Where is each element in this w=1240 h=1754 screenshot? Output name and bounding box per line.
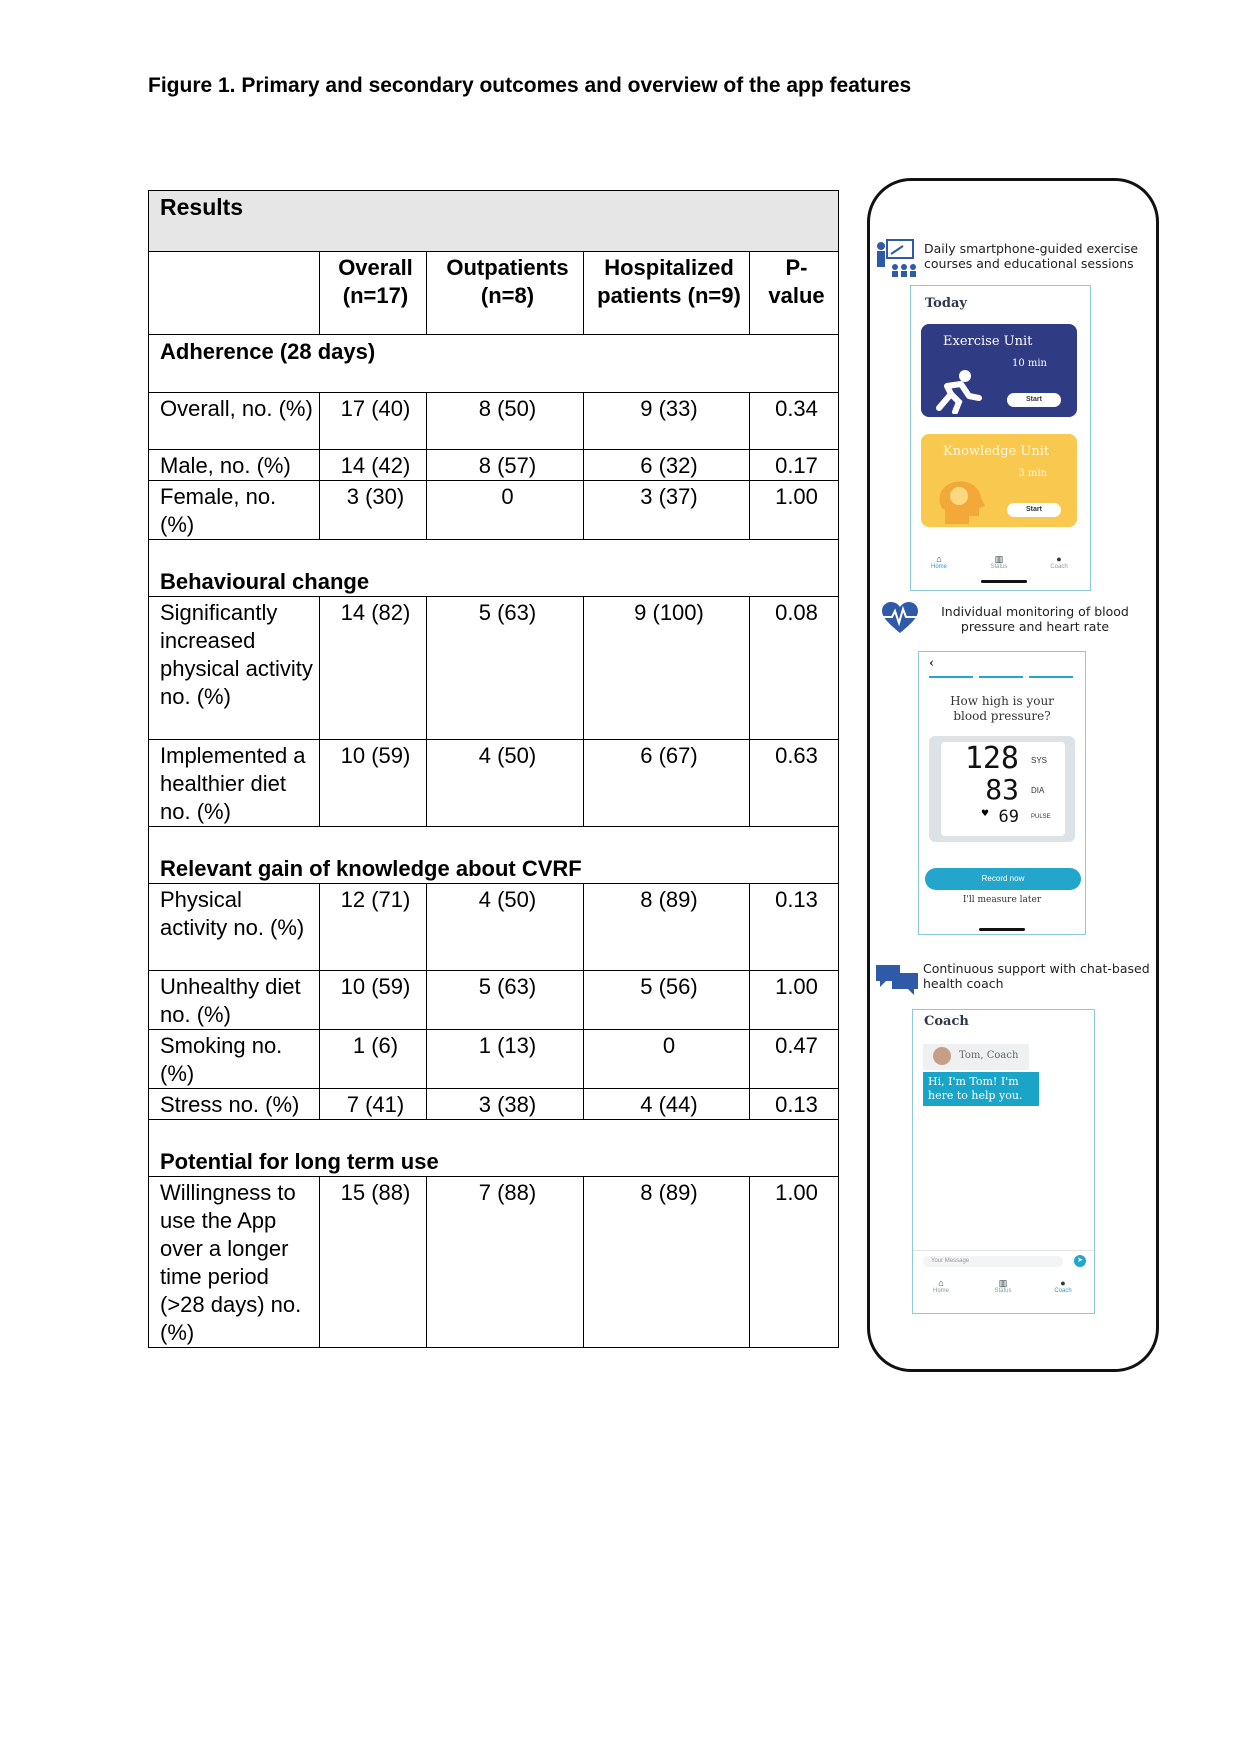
progress-step-2 — [979, 676, 1023, 678]
row-label: Female, no. (%) — [149, 481, 320, 540]
nav-home-label: Home — [930, 564, 947, 570]
overall-value: 15 (88) — [320, 1177, 427, 1348]
coach-title: Coach — [924, 1014, 969, 1029]
status-icon: ▥ — [998, 1278, 1008, 1288]
p-value: 1.00 — [750, 1177, 839, 1348]
feature-coach-text: Continuous support with chat-based health coach — [923, 961, 1150, 991]
row-label: Male, no. (%) — [149, 450, 320, 481]
table-row — [149, 971, 839, 1030]
p-value: 0.08 — [750, 597, 839, 740]
nav-coach-label: Coach — [1054, 1288, 1072, 1294]
feature-monitoring-text: Individual monitoring of blood pressure and heart rate — [941, 604, 1129, 634]
chat-icon: ● — [1060, 1278, 1066, 1288]
p-value: 0.47 — [750, 1030, 839, 1089]
p-value: 0.63 — [750, 740, 839, 827]
knowledge-unit-duration: 3 min — [1018, 468, 1047, 479]
table-row — [149, 1030, 839, 1089]
overall-value: 17 (40) — [320, 393, 427, 450]
nav-coach-1[interactable] — [1039, 554, 1079, 570]
table-row — [149, 393, 839, 450]
overall-value: 14 (42) — [320, 450, 427, 481]
coach-sender-row — [923, 1044, 1029, 1070]
hospitalized-value: 6 (32) — [584, 450, 750, 481]
overall-value: 3 (30) — [320, 481, 427, 540]
outpatients-value: 5 (63) — [427, 971, 584, 1030]
row-label: Overall, no. (%) — [149, 393, 320, 450]
home-indicator — [979, 928, 1025, 931]
home-icon: ⌂ — [938, 1278, 944, 1288]
message-input[interactable] — [913, 1250, 1094, 1271]
bp-monitor-display — [929, 736, 1075, 842]
table-row — [149, 1177, 839, 1348]
colhead-overall: Overall (n=17) — [320, 252, 427, 335]
row-label: Willingness to use the App over a longer time period (>28 days) no. (%) — [149, 1177, 320, 1348]
p-value: 0.17 — [750, 450, 839, 481]
overall-value: 10 (59) — [320, 740, 427, 827]
row-label: Physical activity no. (%) — [149, 884, 320, 971]
row-label: Unhealthy diet no. (%) — [149, 971, 320, 1030]
progress-step-1 — [929, 676, 973, 678]
knowledge-unit-card[interactable] — [921, 434, 1077, 527]
row-label: Significantly increased physical activity no. (%) — [149, 597, 320, 740]
overall-value: 7 (41) — [320, 1089, 427, 1120]
p-value: 1.00 — [750, 481, 839, 540]
colhead-hospitalized: Hospitalized patients (n=9) — [584, 252, 750, 335]
send-icon[interactable]: ➤ — [1074, 1255, 1086, 1267]
hospitalized-value: 9 (33) — [584, 393, 750, 450]
p-value: 1.00 — [750, 971, 839, 1030]
nav-home-3[interactable] — [921, 1278, 961, 1294]
bp-dia-value: 83 — [985, 773, 1019, 806]
exercise-unit-duration: 10 min — [1011, 358, 1047, 369]
colhead-pvalue: P-value — [750, 252, 839, 335]
table-row — [149, 1089, 839, 1120]
app-screen-blood-pressure — [918, 651, 1086, 935]
home-icon: ⌂ — [936, 554, 942, 564]
message-input-field[interactable]: Your Message — [923, 1256, 1063, 1267]
figure-title: Figure 1. Primary and secondary outcomes and overview of the app features — [148, 74, 912, 97]
heart-pulse-icon — [880, 601, 920, 635]
heart-icon: ♥ — [981, 809, 990, 819]
section-heading: Relevant gain of knowledge about CVRF — [149, 827, 839, 884]
feature-exercise-text: Daily smartphone-guided exercise courses and educational sessions — [924, 241, 1139, 271]
progress-step-3 — [1029, 676, 1073, 678]
row-label: Smoking no. (%) — [149, 1030, 320, 1089]
outpatients-value: 4 (50) — [427, 740, 584, 827]
app-screen-coach — [912, 1009, 1095, 1314]
nav-home-label: Home — [932, 1288, 949, 1294]
record-now-button[interactable]: Record now — [925, 868, 1081, 890]
hospitalized-value: 3 (37) — [584, 481, 750, 540]
knowledge-unit-title: Knowledge Unit — [943, 444, 1050, 459]
coach-sender-name: Tom, Coach — [959, 1050, 1019, 1061]
exercise-start-button[interactable]: Start — [1007, 393, 1061, 407]
p-value: 0.34 — [750, 393, 839, 450]
exercise-unit-card[interactable] — [921, 324, 1077, 417]
overall-value: 10 (59) — [320, 971, 427, 1030]
table-row — [149, 740, 839, 827]
nav-coach-3[interactable] — [1043, 1278, 1083, 1294]
nav-home-1[interactable] — [919, 554, 959, 570]
outpatients-value: 4 (50) — [427, 884, 584, 971]
bp-dia-label: DIA — [1031, 786, 1045, 795]
table-heading: Results — [149, 191, 839, 252]
hospitalized-value: 6 (67) — [584, 740, 750, 827]
running-figure-icon — [925, 368, 987, 414]
outpatients-value: 5 (63) — [427, 597, 584, 740]
bp-question: How high is your blood pressure? — [950, 694, 1054, 723]
app-phone-frame — [867, 178, 1159, 1372]
status-icon: ▥ — [994, 554, 1004, 564]
section-heading: Behavioural change — [149, 540, 839, 597]
bp-sys-value: 128 — [964, 741, 1019, 776]
outpatients-value: 0 — [427, 481, 584, 540]
bp-pulse-label: PULSE — [1031, 814, 1051, 820]
app-screen-today — [910, 285, 1091, 591]
hospitalized-value: 8 (89) — [584, 1177, 750, 1348]
today-title: Today — [925, 296, 967, 311]
teacher-icon — [873, 237, 921, 279]
table-row — [149, 597, 839, 740]
hospitalized-value: 5 (56) — [584, 971, 750, 1030]
nav-coach-label: Coach — [1050, 564, 1068, 570]
knowledge-start-button[interactable]: Start — [1007, 503, 1061, 517]
brain-head-icon — [935, 476, 987, 526]
bp-pulse-value: 69 — [998, 807, 1019, 827]
hospitalized-value: 0 — [584, 1030, 750, 1089]
hospitalized-value: 9 (100) — [584, 597, 750, 740]
p-value: 0.13 — [750, 1089, 839, 1120]
section-heading: Potential for long term use — [149, 1120, 839, 1177]
coach-avatar — [933, 1047, 951, 1065]
row-label: Stress no. (%) — [149, 1089, 320, 1120]
outpatients-value: 7 (88) — [427, 1177, 584, 1348]
outpatients-value: 8 (50) — [427, 393, 584, 450]
outpatients-value: 1 (13) — [427, 1030, 584, 1089]
bp-sys-label: SYS — [1031, 756, 1048, 765]
nav-status-3[interactable] — [983, 1278, 1023, 1294]
nav-status-label: Status — [994, 1288, 1012, 1294]
section-heading: Adherence (28 days) — [149, 335, 839, 393]
chat-bubbles-icon — [874, 961, 920, 995]
row-label: Implemented a healthier diet no. (%) — [149, 740, 320, 827]
colhead-blank — [149, 252, 320, 335]
hospitalized-value: 4 (44) — [584, 1089, 750, 1120]
home-indicator — [981, 580, 1027, 583]
overall-value: 1 (6) — [320, 1030, 427, 1089]
nav-status-1[interactable] — [979, 554, 1019, 570]
outpatients-value: 3 (38) — [427, 1089, 584, 1120]
exercise-unit-title: Exercise Unit — [943, 334, 1033, 349]
outpatients-value: 8 (57) — [427, 450, 584, 481]
results-table — [148, 190, 839, 1348]
hospitalized-value: 8 (89) — [584, 884, 750, 971]
table-row — [149, 450, 839, 481]
table-row — [149, 481, 839, 540]
colhead-outpatients: Outpatients (n=8) — [427, 252, 584, 335]
overall-value: 14 (82) — [320, 597, 427, 740]
coach-message-bubble: Hi, I'm Tom! I'm here to help you. — [923, 1072, 1039, 1106]
measure-later-link[interactable]: I'll measure later — [962, 895, 1042, 905]
nav-status-label: Status — [990, 564, 1008, 570]
table-row — [149, 884, 839, 971]
bp-lcd-screen — [941, 742, 1065, 836]
back-chevron-icon[interactable]: ‹ — [929, 656, 935, 671]
p-value: 0.13 — [750, 884, 839, 971]
overall-value: 12 (71) — [320, 884, 427, 971]
chat-icon: ● — [1056, 554, 1062, 564]
